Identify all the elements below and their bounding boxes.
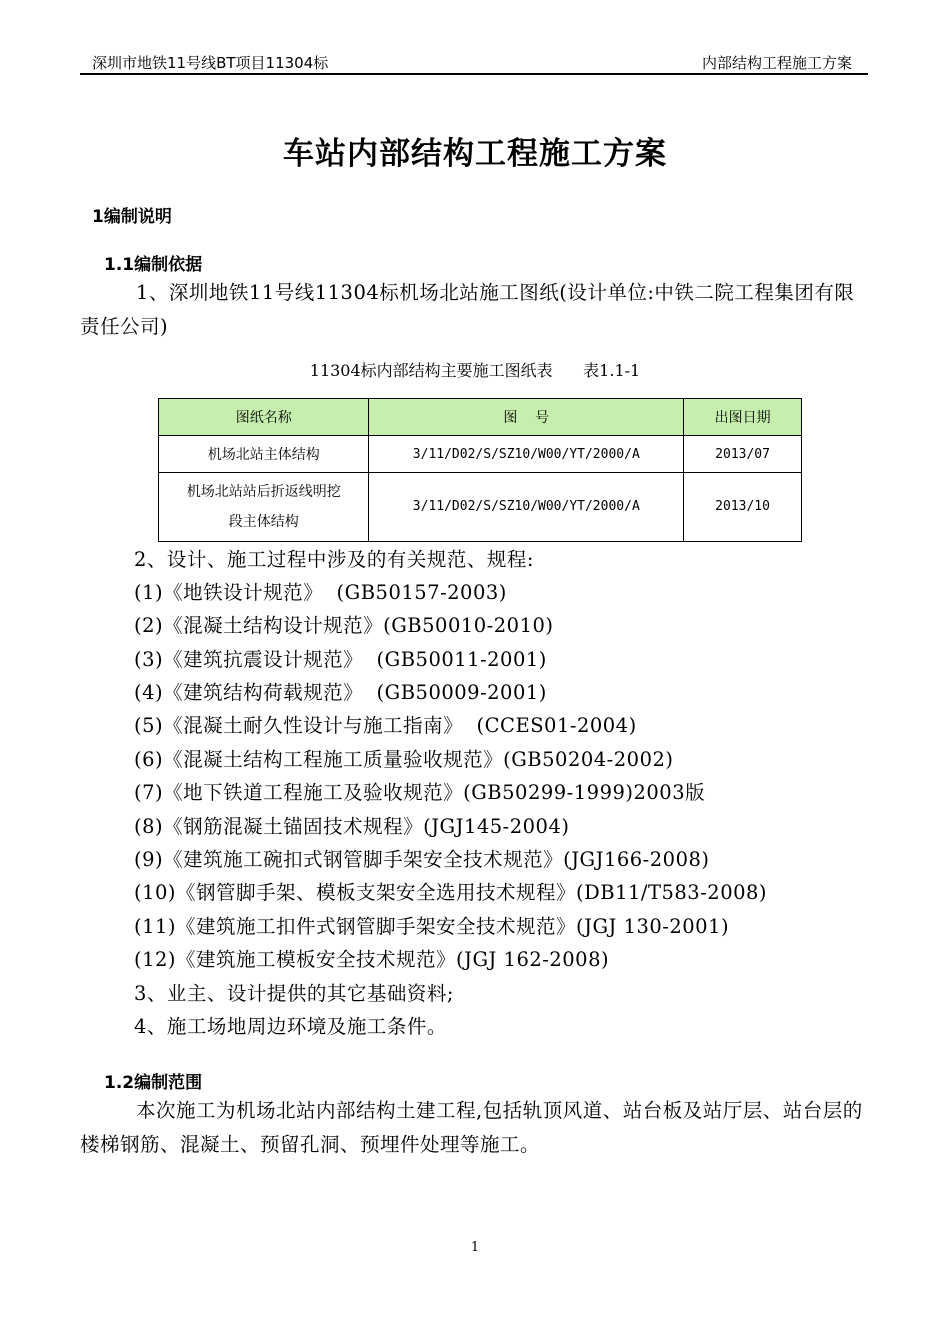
cell-drawing-name-line1: 机场北站站后折返线明挖 bbox=[186, 484, 341, 500]
page-number: 1 bbox=[470, 1240, 480, 1255]
table-header-row bbox=[159, 399, 802, 436]
basis-item-4: 4、施工场地周边环境及施工条件。 bbox=[134, 1015, 447, 1038]
header-cell-name: 图纸名称 bbox=[159, 399, 369, 436]
cell-drawing-name-line2: 段主体结构 bbox=[228, 514, 299, 530]
basis-item-1: 1、深圳地铁11号线11304标机场北站施工图纸(设计单位:中铁二院工程集团有限责任公司) bbox=[80, 281, 855, 338]
table-row bbox=[159, 473, 802, 542]
document-title: 车站内部结构工程施工方案 bbox=[283, 136, 667, 172]
basis-item-2: 2、设计、施工过程中涉及的有关规范、规程: bbox=[134, 548, 534, 571]
standard-item: (11)《建筑施工扣件式钢管脚手架安全技术规范》(JGJ 130-2001) bbox=[134, 915, 730, 938]
standard-item: (1)《地铁设计规范》 (GB50157-2003) bbox=[134, 581, 507, 604]
section-heading-1-1: 1.1编制依据 bbox=[104, 255, 203, 275]
cell-issue-date: 2013/07 bbox=[684, 436, 802, 473]
header-cell-number: 图 号 bbox=[369, 399, 684, 436]
drawings-table bbox=[158, 398, 802, 542]
standard-item: (3)《建筑抗震设计规范》 (GB50011-2001) bbox=[134, 648, 547, 671]
cell-drawing-number: 3/11/D02/S/SZ10/W00/YT/2000/A bbox=[369, 473, 684, 542]
standard-item: (6)《混凝土结构工程施工质量验收规范》(GB50204-2002) bbox=[134, 748, 674, 771]
section-heading-1: 1编制说明 bbox=[92, 207, 172, 227]
standard-item: (7)《地下铁道工程施工及验收规范》(GB50299-1999)2003版 bbox=[134, 781, 706, 804]
standard-item: (12)《建筑施工模板安全技术规范》(JGJ 162-2008) bbox=[134, 948, 610, 971]
cell-drawing-name: 机场北站主体结构 bbox=[159, 436, 369, 473]
standard-item: (9)《建筑施工碗扣式钢管脚手架安全技术规范》(JGJ166-2008) bbox=[134, 848, 710, 871]
header-divider bbox=[80, 73, 868, 75]
scope-paragraph: 本次施工为机场北站内部结构土建工程,包括轨顶风道、站台板及站厅层、站台层的楼梯钢筋、混凝土、预留孔洞、预埋件处理等施工。 bbox=[80, 1099, 863, 1156]
header-project-name: 深圳市地铁11号线BT项目11304标 bbox=[92, 54, 329, 72]
table-caption: 11304标内部结构主要施工图纸表 表1.1-1 bbox=[309, 361, 641, 380]
header-doc-name: 内部结构工程施工方案 bbox=[701, 54, 852, 72]
standard-item: (2)《混凝土结构设计规范》(GB50010-2010) bbox=[134, 614, 554, 637]
standard-item: (8)《钢筋混凝土锚固技术规程》(JGJ145-2004) bbox=[134, 815, 570, 838]
standard-item: (10)《钢管脚手架、模板支架安全选用技术规程》(DB11/T583-2008) bbox=[134, 881, 768, 904]
standard-item: (5)《混凝土耐久性设计与施工指南》 (CCES01-2004) bbox=[134, 714, 637, 737]
standard-item: (4)《建筑结构荷载规范》 (GB50009-2001) bbox=[134, 681, 547, 704]
basis-item-3: 3、业主、设计提供的其它基础资料; bbox=[134, 982, 454, 1005]
header-cell-date: 出图日期 bbox=[684, 399, 802, 436]
cell-drawing-number: 3/11/D02/S/SZ10/W00/YT/2000/A bbox=[369, 436, 684, 473]
section-heading-1-2: 1.2编制范围 bbox=[104, 1073, 203, 1093]
table-row bbox=[159, 436, 802, 473]
cell-drawing-name bbox=[159, 473, 369, 542]
cell-issue-date: 2013/10 bbox=[684, 473, 802, 542]
